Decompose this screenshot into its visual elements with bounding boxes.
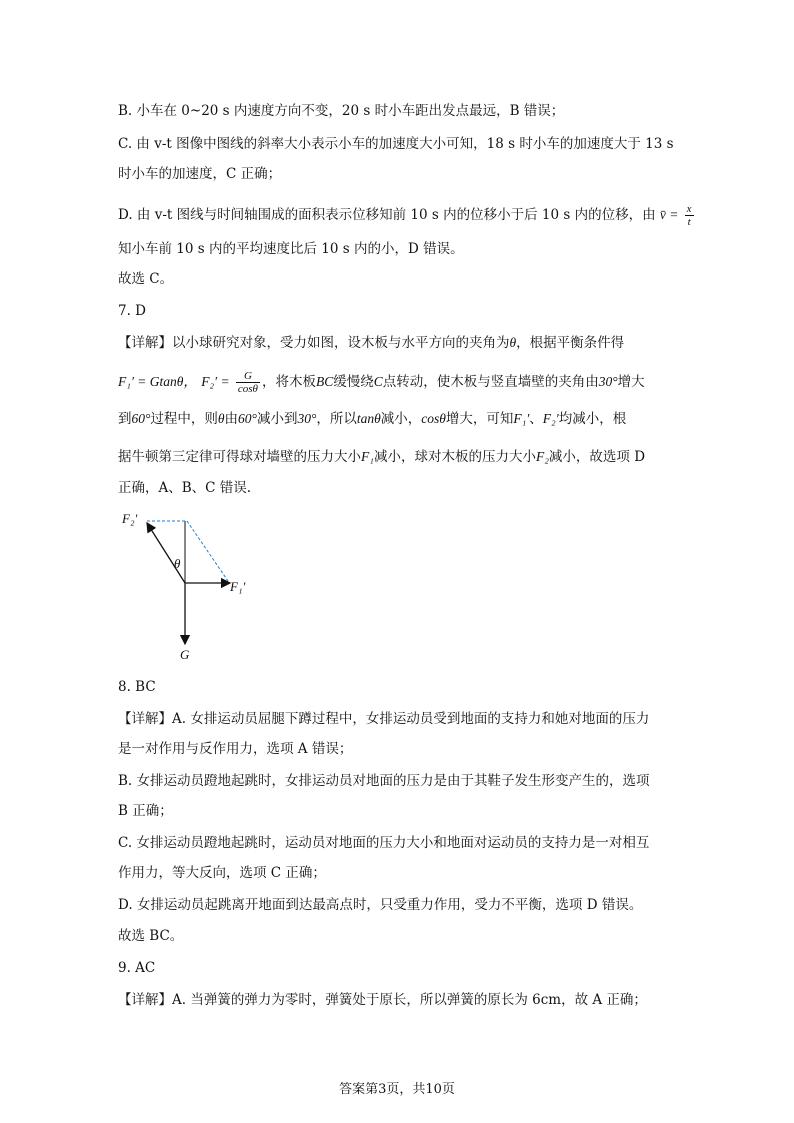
g-label: G bbox=[180, 647, 190, 662]
answer-6-option-c-line1: C. 由 v-t 图像中图线的斜率大小表示小车的加速度大小可知，18 s 时小车的加速度大于 13 s bbox=[118, 136, 674, 152]
q7-explanation-line2: F₁′ = Gtanθ， F₂′ = $\frac{G}{\cos\theta}$ ，将木板BC缓慢绕C点转动，使木板与竖直墙壁的夹角由30°增大 bbox=[118, 370, 645, 395]
page-footer: 答案第3页，共10页 bbox=[339, 1082, 455, 1097]
dashed-diagonal-line bbox=[187, 521, 228, 581]
q7-explanation-line5: 正确，A、B、C 错误. bbox=[118, 480, 252, 496]
g-over-cos-fraction: $\frac{G}{\cos\theta}$ bbox=[237, 370, 258, 395]
q8-line8: 故选 BC。 bbox=[118, 928, 184, 944]
q8-line7: D. 女排运动员起跳离开地面到达最高点时，只受重力作用，受力不平衡，选项 D 错误。 bbox=[118, 897, 643, 913]
avg-velocity-symbol: v̄ = bbox=[659, 207, 679, 222]
q7-explanation-line3: 到60°过程中，则θ由60°减小到30°，所以tanθ减小，cosθ增大，可知F₁′、F₂′均减小，根 bbox=[118, 411, 627, 427]
theta-label: θ bbox=[174, 556, 181, 571]
q7-explanation-line4: 据牛顿第三定律可得球对墙壁的压力大小F₁减小，球对木板的压力大小F₂减小，故选项 D bbox=[118, 449, 646, 465]
q8-line4: B 正确； bbox=[118, 803, 173, 819]
f1-label: F₁′ bbox=[230, 579, 246, 594]
option-d-text: D. 由 v-t 图线与时间轴围成的面积表示位移知前 10 s 内的位移小于后 10 s 内的位移，由 bbox=[118, 207, 656, 223]
question-8-answer: 8. BC bbox=[118, 679, 156, 695]
answer-6-choice: 故选 C。 bbox=[118, 271, 174, 287]
q8-line6: 作用力，等大反向，选项 C 正确； bbox=[118, 865, 326, 881]
q8-line5: C. 女排运动员蹬地起跳时，运动员对地面的压力大小和地面对运动员的支持力是一对相互 bbox=[118, 835, 650, 851]
x-over-t-fraction: $\frac{x}{t}$ bbox=[686, 203, 692, 228]
q9-line1: 【详解】A. 当弹簧的弹力为零时，弹簧处于原长，所以弹簧的原长为 6cm，故 A 正确； bbox=[118, 992, 647, 1008]
question-7-answer: 7. D bbox=[118, 303, 146, 319]
answer-6-option-d-line2: 知小车前 10 s 内的平均速度比后 10 s 内的小，D 错误。 bbox=[118, 241, 464, 257]
f1-equation: F₁′ = Gtanθ， bbox=[118, 374, 197, 389]
answer-6-option-c-line2: 时小车的加速度，C 正确； bbox=[118, 166, 282, 182]
q7-explanation-line1: 【详解】以小球研究对象，受力如图，设木板与水平方向的夹角为θ，根据平衡条件得 bbox=[118, 335, 625, 351]
force-diagram bbox=[110, 503, 270, 663]
answer-6-option-b: B. 小车在 0~20 s 内速度方向不变，20 s 时小车距出发点最远，B 错误； bbox=[118, 103, 565, 119]
question-9-answer: 9. AC bbox=[118, 960, 156, 976]
f2-label: F₂′ bbox=[122, 511, 138, 526]
q8-line3: B. 女排运动员蹬地起跳时，女排运动员对地面的压力是由于其鞋子发生形变产生的，选项 bbox=[118, 773, 650, 789]
q8-line2: 是一对作用与反作用力，选项 A 错误； bbox=[118, 741, 353, 757]
q8-line1: 【详解】A. 女排运动员屈腿下蹲过程中，女排运动员受到地面的支持力和她对地面的压力 bbox=[118, 711, 650, 727]
force-f2-arrow bbox=[147, 523, 185, 583]
answer-6-option-d-line1 bbox=[118, 203, 696, 228]
